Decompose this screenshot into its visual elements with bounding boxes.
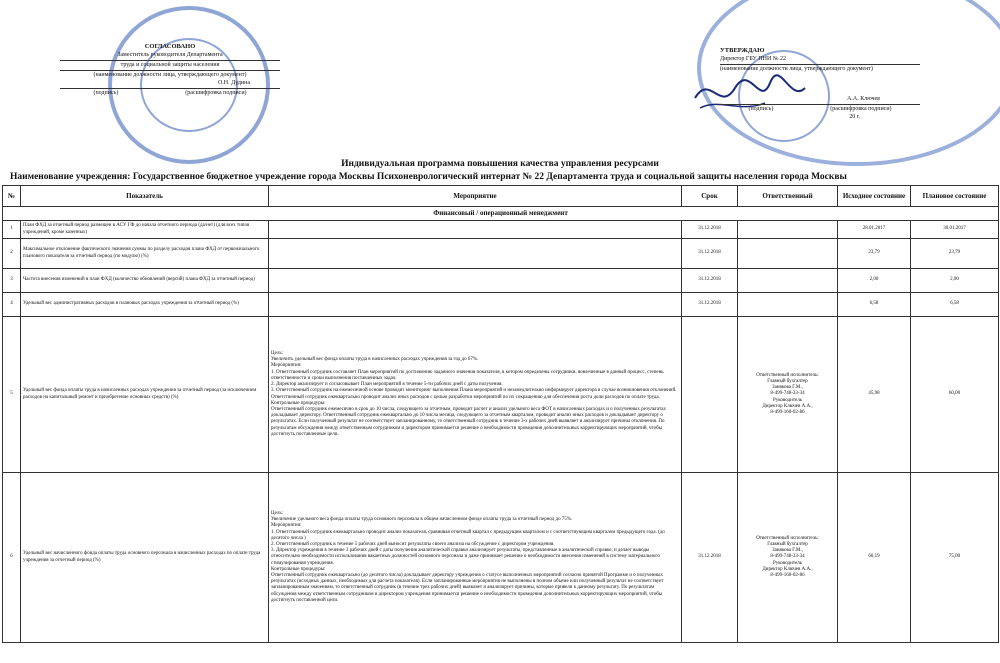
program-table [2, 185, 999, 643]
row-responsible [738, 221, 838, 239]
row-responsible [738, 293, 838, 317]
row-measure [269, 239, 682, 269]
row-number: 3 [3, 269, 21, 293]
table-row [3, 293, 999, 317]
institution-name: Наименование учреждения: Государственное бюджетное учреждение города Москвы Психоневрологический интернат № 22 Департамента труда и социальной защиты населения города Москвы [10, 172, 847, 182]
approval-left-line: (наименование должности лица, утверждающего документ) [60, 70, 280, 79]
table-row [3, 317, 999, 473]
approval-right-name-caption: (расшифровка подписи) [830, 106, 892, 112]
row-planned: 23,79 [911, 239, 999, 269]
table-header-row [3, 186, 999, 207]
row-responsible [738, 239, 838, 269]
row-responsible [738, 269, 838, 293]
table-row [3, 221, 999, 239]
approval-right-sig-caption: (подпись) [748, 106, 774, 112]
row-term: 31.12.2018 [682, 269, 738, 293]
approval-right-year: 20 г. [849, 114, 860, 120]
approval-left-line: Заместитель руководителя Департамента [117, 52, 223, 58]
table-row [3, 239, 999, 269]
approval-right-name: А.А. Ключев [847, 96, 880, 102]
approval-right-line: (наименование должности лица, утверждающего документ) [720, 64, 920, 73]
row-term [682, 317, 738, 473]
row-initial: 60,19 [838, 473, 911, 643]
row-number: 6 [3, 473, 21, 643]
row-measure [269, 221, 682, 239]
table-row [3, 473, 999, 643]
row-term: 31.12.2018 [682, 473, 738, 643]
approval-left-title: СОГЛАСОВАНО [144, 43, 196, 50]
row-indicator: Частота внесения изменений в план ФХД (количество обновлений (версий) плана ФХД за отчетный период) [21, 269, 269, 293]
approval-right-line: Директор ГБУ ПНИ № 22 [720, 56, 787, 62]
col-header-measure: Мероприятие [269, 186, 682, 207]
approval-left-sig-caption: (подпись) [93, 90, 119, 96]
row-responsible: Ответственный исполнитель: Главный бухгалтер Занякова Г.М., 8-499-748-33-34 Руководитель Директор Ключев А.А., 8-499-160-02-86 [738, 317, 838, 473]
row-measure: Цель: Увеличить удельный вес фонда оплаты труда в начисленных расходах учреждения за год до 67%. Мероприятия: 1. Ответственный сотрудник составляет План мероприятий по достижению заданного значения показателя, в котором определены сотрудники, вовлеченные в данный процесс, степень ответственности и сроки выполнения поставленных задач. 2. Директор анализирует и согласовывает План мероприятий в течение 5-ти рабочих дней с даты получения. 3. Ответственный сотрудник на ежемесячной основе проводит мониторинг выполнения Плана мероприятий и незамедлительно информирует директора в случае возникновения отклонений. Ответственный сотрудник ежеквартально проводит анализ иных расходов с целью разработки мероприятий по их сокращению для обеспечения роста доли расходов по оплате труда. Контрольные процедуры: Ответственный сотрудник ежемесячно в срок до 10 числа, следующего за отчетным, проводит расчет и анализ удельного веса ФОТ в начисленных расходах и о полученных результатах докладывает директору. Ответственный сотрудник ежеквартально до 10 числа месяца, следующего за отчетным кварталом, проводит анализ иных расходов и докладывает директору о результатах. Если полученный результат не соответствует запланированному, то ответственный сотрудник в течение 3-х рабочих дней выявляет и анализирует причины отклонения. По результатам обсуждения между ответственным сотрудником и директором принимается решение о необходимости проведения дополнительных корректирующих мероприятий, чтобы достигнуть поставленные цели. [269, 317, 682, 473]
row-number: 1 [3, 221, 21, 239]
row-measure [269, 293, 682, 317]
col-header-planned: Плановое состояние [911, 186, 999, 207]
col-header-indicator: Показатель [21, 186, 269, 207]
table-row [3, 269, 999, 293]
row-number: 4 [3, 293, 21, 317]
row-planned: 75,00 [911, 473, 999, 643]
document-title: Индивидуальная программа повышения качества управления ресурсами [341, 159, 659, 169]
row-planned: 60,00 [911, 317, 999, 473]
row-initial: 28.01.2017 [838, 221, 911, 239]
approval-right-title: УТВЕРЖДАЮ [720, 47, 765, 54]
approval-left [60, 43, 280, 97]
row-planned: 30.01.2017 [911, 221, 999, 239]
row-number: 2 [3, 239, 21, 269]
row-responsible: Ответственный исполнитель: Главный бухгалтер Занякова Г.М., 8-499-748-33-34 Руководитель Директор Ключев А.А., 8-499-160-02-86 [738, 473, 838, 643]
row-planned: 6,58 [911, 293, 999, 317]
row-indicator: План ФХД за отчетный период размещен в АСУ ГФ до начала отчетного периода (да/нет) (для всех типов учреждений, кроме казенных) [21, 221, 269, 239]
approval-left-name: О.Н. Дудина [217, 80, 250, 86]
row-measure [269, 269, 682, 293]
row-term: 31.12.2018 [682, 239, 738, 269]
row-term: 31.12.2018 [682, 293, 738, 317]
col-header-term: Срок [682, 186, 738, 207]
approval-left-name-caption: (расшифровка подписи) [185, 90, 247, 96]
col-header-number: № [3, 186, 21, 207]
row-initial: 2,00 [838, 269, 911, 293]
row-initial: 45,98 [838, 317, 911, 473]
col-header-responsible: Ответственный [738, 186, 838, 207]
row-indicator: Удельный вес начисленного фонда оплаты труда основного персонала в начисленных расходах по оплате труда учреждения за отчетный период (%) [21, 473, 269, 643]
row-indicator: Максимальное отклонение фактического значения суммы по разделу расходов плана ФХД от первоначального планового показателя за отчетный период (по модулю) (%) [21, 239, 269, 269]
section-row [3, 207, 999, 221]
approval-right [720, 47, 920, 121]
section-title: Финансовый / операционный менеджмент [3, 207, 999, 221]
row-initial: 23,79 [838, 239, 911, 269]
row-measure: Цель: Увеличение удельного веса фонда оплаты труда основного персонала в общем начисленном фонде оплаты труда за отчетный период до 75%. Мероприятия: 1. Ответственный сотрудник ежеквартально проводит анализ показателя, сравнивая отчетный квартал с предыдущим кварталом и с соответствующим кварталом предыдущего года. (до десятого числа ) 2. Ответственный сотрудник в течение 5 рабочих дней выносит результаты своего анализа на обсуждение с директором учреждения. 3. Директор учреждения в течение 3 рабочих дней с даты получения аналитической справки анализирует результаты, представленные в аналитической справке, и делает выводы относительно необходимости использования вакантных должностей основного персонала и даже принимает решение о необходимости внесения изменений в систему материального стимулирования учреждения. Контрольные процедуры: Ответственный сотрудник ежеквартально (до десятого числа) докладывает директору учреждения о статусе выполненных мероприятий согласно принятой Программе и о полученных результатах (исходных данных, необходимых для расчета показателя). Если запланированные мероприятия не выполнены в полном объеме или полученный результат не соответствует запланированным значениям, то ответственный сотрудник (в течение трех рабочих дней) выявляет и анализирует причины, которые привели к данному результату. По результатам обсуждения между ответственным сотрудником и директором учреждения принимается решение о необходимости проведения дополнительных корректирующих мероприятий, чтобы достигнуть поставленной цели. [269, 473, 682, 643]
row-indicator: Удельный вес фонда оплаты труда в начисленных расходах учреждения за отчетный период (за исключением расходов на капитальный ремонт и приобретение основных средств) (%) [21, 317, 269, 473]
row-initial: 6,58 [838, 293, 911, 317]
row-term: 31.12.2018 [682, 221, 738, 239]
col-header-initial: Исходное состояние [838, 186, 911, 207]
row-indicator: Удельный вес административных расходов в плановых расходах учреждения за отчетный период (%) [21, 293, 269, 317]
row-number: 5 [3, 317, 21, 473]
row-planned: 2,00 [911, 269, 999, 293]
approval-left-line: труда и социальной защиты населения [60, 60, 280, 69]
